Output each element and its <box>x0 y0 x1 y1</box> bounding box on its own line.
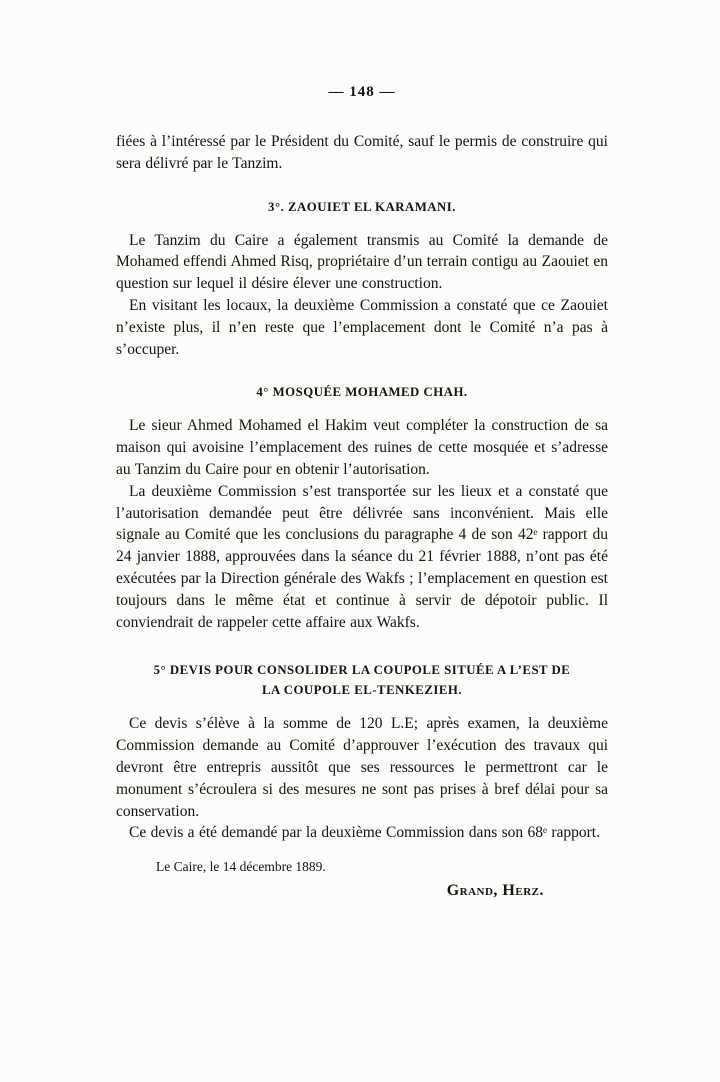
paragraph: En visitant les locaux, la deuxième Commission a constaté que ce Zaouiet n’existe plus, il n’en reste que l’emplacement dont le Comité n’a pas à s’occuper. <box>116 296 608 358</box>
page-number: — 148 — <box>328 84 396 100</box>
paragraph: Le sieur Ahmed Mohamed el Hakim veut compléter la construction de sa maison qui avoisine l’emplacement des ruines de cette mosquée et s’adresse au Tanzim du Caire pour en obtenir l’autorisation. <box>116 417 608 478</box>
section-heading-zaouiet-el-karamani: 3°. ZAOUIET EL KARAMANI. <box>268 199 456 214</box>
paragraph: Le Tanzim du Caire a également transmis au Comité la demande de Mohamed effendi Ahmed Risq, propriétaire d’un terrain contigu au Zaouiet en question sur lequel il désire élever une construction. <box>116 231 608 293</box>
section-heading-mosquee-mohamed-chah: 4° MOSQUÉE MOHAMED CHAH. <box>256 385 468 400</box>
paragraph: Ce devis a été demandé par la deuxième Commission dans son 68ᵉ rapport. <box>129 824 600 842</box>
paragraph: Ce devis s’élève à la somme de 120 L.E; après examen, la deuxième Commission demande au Comité d’approuver l’exécution des travaux qui devront être entrepris aussitôt que ses ressources le permettront car le monument s’écroulera si des mesures ne sont pas prises à bref délai pour sa conservation. <box>116 715 608 820</box>
paragraph-continuation: fiées à l’intéressé par le Président du Comité, sauf le permis de construire qui sera délivré par le Tanzim. <box>116 133 608 172</box>
paragraph: La deuxième Commission s’est transportée sur les lieux et a constaté que l’autorisation demandée peut être délivrée sans inconvénient. Mais elle signale au Comité que les conclusions du paragraphe 4 de son 42ᵉ rapport du 24 janvier 1888, approuvées dans la séance du 21 février 1888, n’ont pas été exécutées par la Direction générale des Wakfs ; l’emplacement en question est toujours dans le même état et continue à servir de dépotoir public. Il conviendrait de rappeler cette affaire aux Wakfs. <box>116 482 608 631</box>
signature: Grand, Herz. <box>446 882 544 900</box>
dateline: Le Caire, le 14 décembre 1889. <box>156 859 326 875</box>
section-heading-devis-coupole: 5° DEVIS POUR CONSOLIDER LA COUPOLE SITUÉE A L’EST DE LA COUPOLE EL-TENKEZIEH. <box>153 663 571 698</box>
